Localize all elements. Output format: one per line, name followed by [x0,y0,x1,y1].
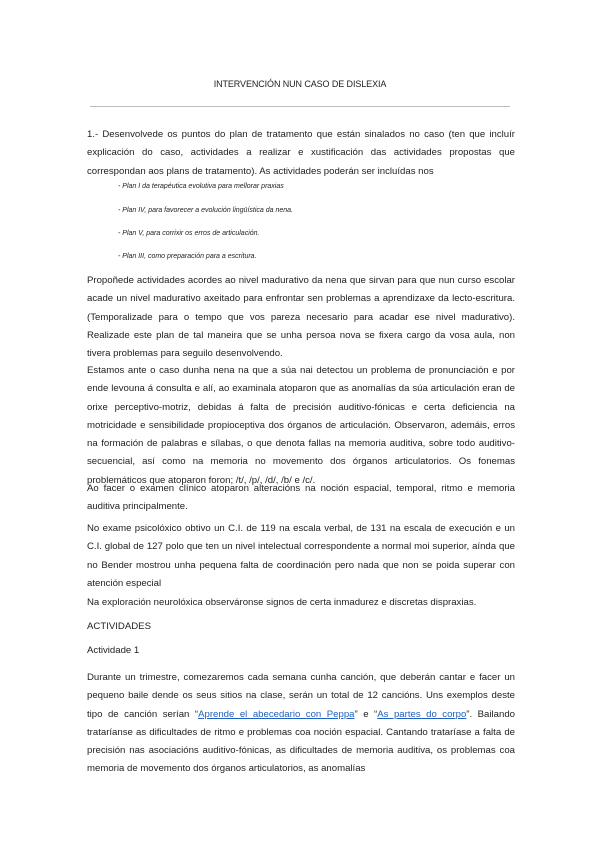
paragraph-neurological-exam: Na exploración neurolóxica observáronse signos de certa inmadurez e discretas dispraxias. [87,597,477,608]
link-peppa-song[interactable]: Aprende el abecedario con Peppa [198,708,355,720]
paragraph-psychological-exam: No exame psicolóxico obtivo un C.I. de 119 na escala verbal, de 131 na escala de execución e un C.I. global de 127 polo que ten un nivel intelectual correspondente a normal moi superior, aínda que no Bender mostrou unha pequena falta de coordinación pero nada que non se poida superar con atención especial [87,523,515,589]
activity-1-text-part1: Durante un trimestre, comezaremos cada semana cunha canción, que deberán cantar e facer un pequeno baile dende os seus sitios na clase, serán un total de 12 cancións. Uns exemplos deste tipo de canción serían “ [87,672,515,720]
title-divider [90,106,510,107]
bullet-plan-4: - Plan IV, para favorecer a evolución lingüística da nena. [118,207,293,214]
bullet-plan-3: - Plan III, como preparación para a escritura. [118,253,257,260]
paragraph-instructions: 1.- Desenvolvede os puntos do plan de tratamento que están sinalados no caso (ten que incluír explicación do caso, actividades a realizar e xustificación das actividades propostas que correspondan aos plans de tratamento). As actividades poderán ser incluídas nos [87,129,515,177]
bullet-plan-5: - Plan V, para corrixir os erros de articulación. [118,230,260,237]
link-body-parts-song[interactable]: As partes do corpo [377,708,467,720]
paragraph-activity-1 [87,669,515,779]
heading-activity-1: Actividade 1 [87,645,140,656]
activity-1-text-part2: ” e “ [354,708,378,720]
heading-activities: ACTIVIDADES [87,621,151,632]
paragraph-case: Estamos ante o caso dunha nena na que a súa nai detectou un problema de pronunciación e por ende levouna á consulta e alí, ao examinala atoparon que as anomalías da súa articulación eran de orixe perceptivo-motriz, debidas á falta de precisión auditivo-fónicas e certa deficiencia na motricidade e sensibilidade propioceptiva dos órganos de articulación. Observaron, ademáis, erros na formación de palabras e sílabas, o que denota fallas na memoria auditiva, sobre todo auditivo-secuencial, así como na memoria no movemento dos órganos articulatorios. Os fonemas problemáticos que atoparon foron; /t/, /p/, /d/, /b/ e /c/. [87,365,515,486]
paragraph-proposal: Propoñede actividades acordes ao nivel madurativo da nena que sirvan para que nun curso escolar acade un nivel madurativo axeitado para enfrontar sen problemas a aprendizaxe da lecto-escritura. (Temporalizade para o tempo que vos pareza necesario para acadar ese nivel madurativo). Realizade este plan de tal maneira que se unha persoa nova se fixera cargo da vosa aula, non tivera problemas para seguilo desenvolvendo. [87,275,515,360]
document-title: INTERVENCIÓN NUN CASO DE DISLEXIA [213,79,387,89]
paragraph-clinical-exam: Ao facer o examen clínico atoparon alteracións na noción espacial, temporal, ritmo e memoria auditiva principalmente. [87,483,515,513]
bullet-plan-1: - Plan I da terapéutica evolutiva para mellorar praxias [118,183,284,190]
activity-1-text-part3: ”. Bailando trataríanse as dificultades de ritmo e problemas coa noción espacial. Cantando trataríase a falta de precisión nas asociacións auditivo-fónicas, as dificultades de memoria auditiva, os problemas coa memoria de movemento dos órganos articulatorios, as anomalías [87,708,515,775]
